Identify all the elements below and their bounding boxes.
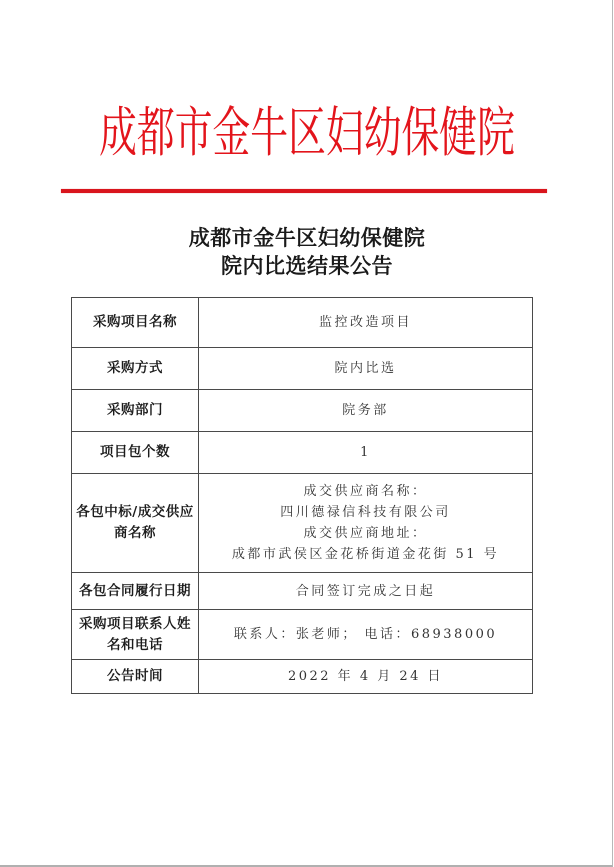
row-label-procurement-method: 采购方式	[72, 348, 199, 390]
table-row	[72, 573, 533, 610]
row-label-contact: 采购项目联系人姓名和电话	[72, 610, 199, 660]
announcement-table	[71, 297, 533, 694]
row-label-supplier: 各包中标/成交供应商名称	[72, 474, 199, 573]
supplier-address: 成都市武侯区金花桥街道金花街 51 号	[231, 547, 500, 562]
table-row	[72, 390, 533, 432]
document-title	[0, 224, 614, 280]
row-value-contract-date: 合同签订完成之日起	[199, 573, 533, 610]
row-label-department: 采购部门	[72, 390, 199, 432]
row-label-project-name: 采购项目名称	[72, 298, 199, 348]
row-value-contact: 联系人：张老师； 电话：68938000	[199, 610, 533, 660]
supplier-name: 四川德禄信科技有限公司	[280, 505, 451, 520]
row-label-package-count: 项目包个数	[72, 432, 199, 474]
document-title-line-1: 成都市金牛区妇幼保健院	[188, 225, 426, 250]
letterhead-red-rule	[61, 189, 547, 193]
letterhead-organization: 成都市金牛区妇幼保健院	[99, 101, 515, 164]
row-value-department: 院务部	[199, 390, 533, 432]
document-title-line-2: 院内比选结果公告	[221, 253, 393, 278]
supplier-address-label: 成交供应商地址：	[303, 526, 428, 541]
row-value-announcement-date: 2022 年 4 月 24 日	[199, 660, 533, 694]
table-row	[72, 610, 533, 660]
table-row	[72, 298, 533, 348]
table-row	[72, 474, 533, 573]
row-value-project-name: 监控改造项目	[199, 298, 533, 348]
row-label-contract-date: 各包合同履行日期	[72, 573, 199, 610]
letterhead-title	[0, 100, 614, 166]
table-row	[72, 348, 533, 390]
row-value-procurement-method: 院内比选	[199, 348, 533, 390]
row-value-supplier	[199, 474, 533, 573]
row-label-announcement-date: 公告时间	[72, 660, 199, 694]
supplier-name-label: 成交供应商名称：	[303, 484, 428, 499]
table-row	[72, 660, 533, 694]
row-value-package-count: 1	[199, 432, 533, 474]
table-row	[72, 432, 533, 474]
